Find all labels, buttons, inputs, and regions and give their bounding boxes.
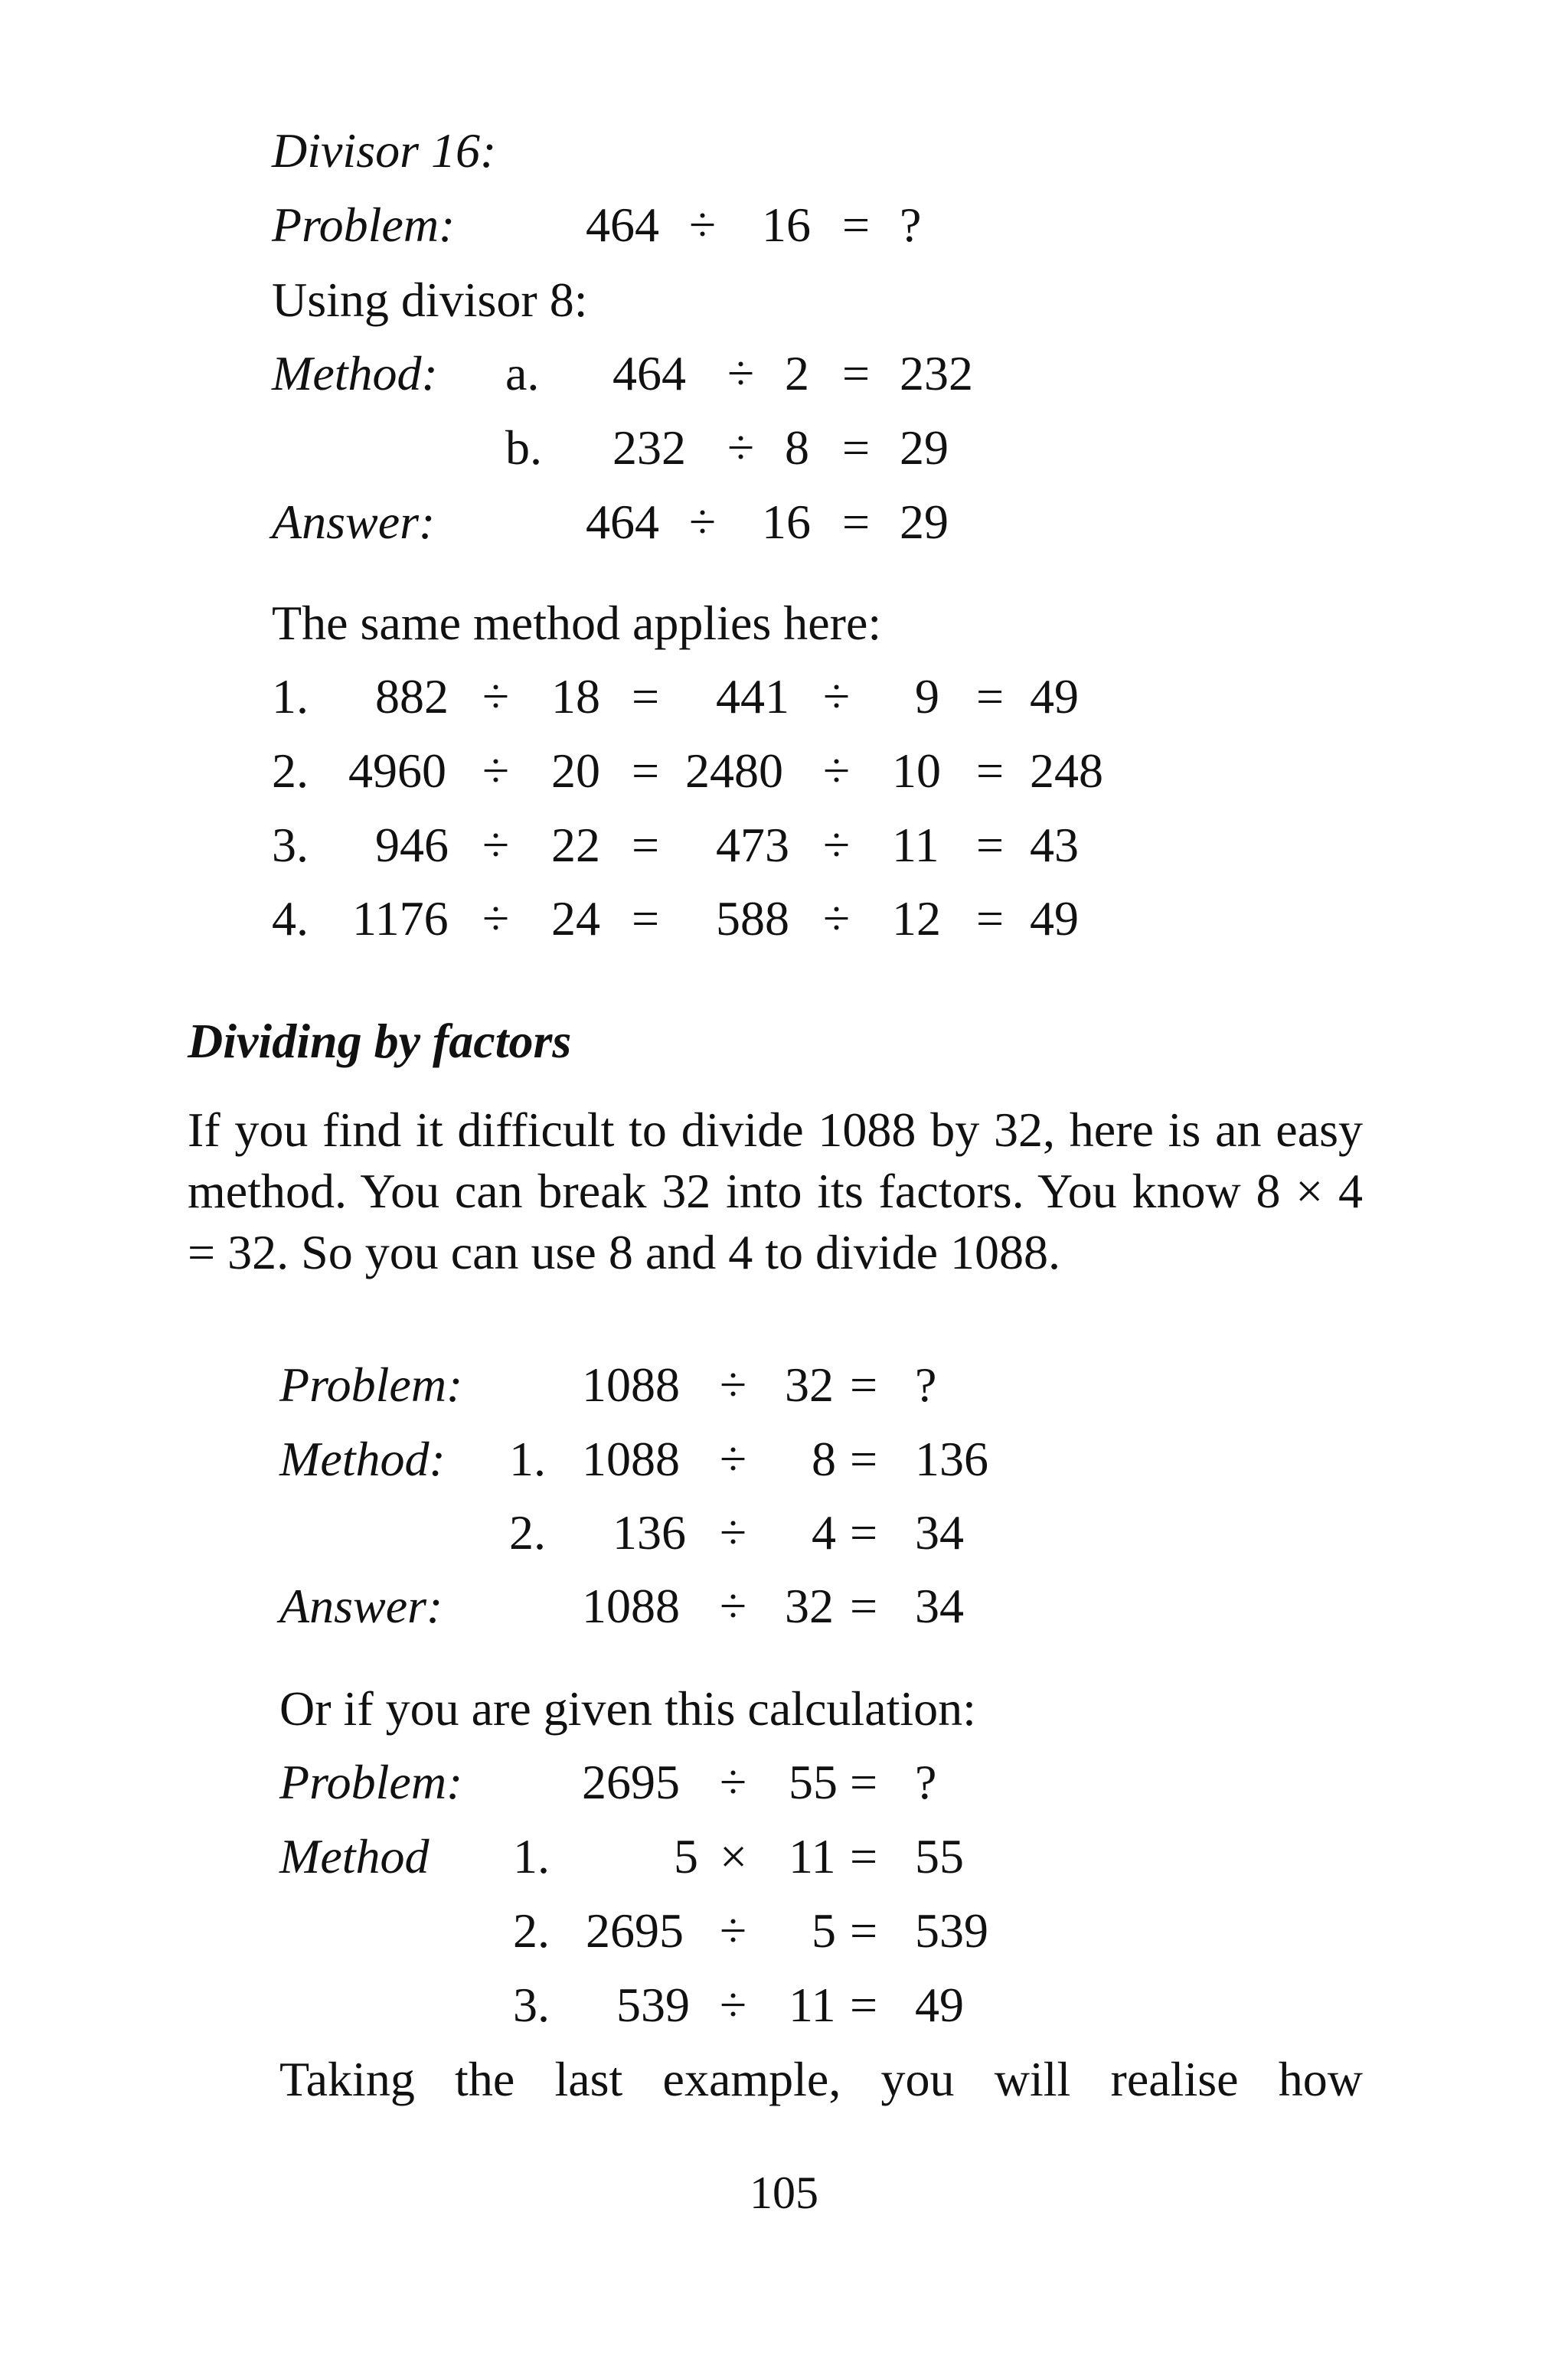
dividend: 4960: [348, 743, 446, 798]
step-mark: a.: [505, 346, 540, 400]
equals-sign: =: [850, 1829, 878, 1883]
divisor-heading: Divisor 16:: [272, 123, 497, 178]
answer-label: Answer:: [272, 495, 436, 549]
equals-sign: =: [976, 743, 1004, 798]
problem-row: [0, 1755, 1568, 1811]
dividend: 882: [375, 669, 449, 724]
equals-sign: =: [850, 1978, 878, 2032]
divide-sign: ÷: [823, 669, 851, 724]
step-mark: 1.: [513, 1829, 550, 1883]
problem-row: [0, 1357, 1568, 1414]
expr-num: 539: [616, 1978, 690, 2032]
half-divisor: 12: [892, 891, 941, 946]
closing-sentence: Taking the last example, you will realise how: [279, 2052, 1363, 2106]
factors-paragraph: [188, 1099, 1363, 1283]
divide-sign: ÷: [727, 420, 755, 475]
expr-num: 16: [762, 495, 811, 549]
divide-sign: ÷: [482, 891, 510, 946]
expr-num: 464: [586, 495, 659, 549]
section-heading: Dividing by factors: [188, 1014, 572, 1068]
problem-row: [0, 198, 1568, 254]
divide-sign: ÷: [823, 891, 851, 946]
expr-result: ?: [900, 198, 922, 252]
method-row: [0, 1505, 1568, 1562]
method-row: [0, 1432, 1568, 1488]
divisor: 24: [551, 891, 600, 946]
answer-label: Answer:: [279, 1579, 443, 1633]
expr-num: 1088: [582, 1357, 680, 1412]
expr-result: 34: [915, 1505, 964, 1560]
calculation-intro: Or if you are given this calculation:: [279, 1681, 976, 1736]
divide-sign: ÷: [482, 669, 510, 724]
expr-result: 539: [915, 1903, 988, 1958]
equals-sign: =: [632, 743, 660, 798]
divide-sign: ÷: [720, 1978, 747, 2032]
row-number: 4.: [272, 891, 309, 946]
expr-num: 11: [789, 1978, 836, 2032]
method-row: [0, 1978, 1568, 2034]
method-row: [0, 346, 1568, 403]
divisor: 20: [551, 743, 600, 798]
expr-num: 2695: [586, 1903, 684, 1958]
expr-num: 8: [812, 1432, 836, 1486]
equals-sign: =: [850, 1357, 878, 1412]
equals-sign: =: [850, 1755, 878, 1809]
expr-num: 1088: [582, 1432, 680, 1486]
equals-sign: =: [850, 1432, 878, 1486]
step-mark: 3.: [513, 1978, 550, 2032]
divide-sign: ÷: [720, 1579, 747, 1633]
expr-num: 32: [785, 1357, 834, 1412]
equals-sign: =: [850, 1903, 878, 1958]
quotient: 49: [1030, 891, 1079, 946]
expr-num: 11: [789, 1829, 836, 1883]
example-row: [0, 669, 1568, 726]
dividend: 946: [375, 818, 449, 872]
using-divisor-line: Using divisor 8:: [272, 273, 588, 327]
equals-sign: =: [842, 346, 871, 400]
equals-sign: =: [842, 420, 871, 475]
half-dividend: 473: [716, 818, 789, 872]
divide-sign: ÷: [689, 495, 717, 549]
step-mark: b.: [505, 420, 542, 475]
method-label: Method: [279, 1829, 430, 1883]
divide-sign: ÷: [720, 1432, 747, 1486]
equals-sign: =: [842, 495, 871, 549]
expr-result: ?: [915, 1755, 937, 1809]
expr-result: 55: [915, 1829, 964, 1883]
expr-result: 29: [900, 495, 949, 549]
step-mark: 2.: [509, 1505, 546, 1560]
row-number: 1.: [272, 669, 309, 724]
half-divisor: 11: [892, 818, 939, 872]
quotient: 43: [1030, 818, 1079, 872]
method-row: [0, 1829, 1568, 1886]
equals-sign: =: [976, 891, 1004, 946]
example-row: [0, 891, 1568, 948]
problem-label: Problem:: [279, 1755, 463, 1809]
expr-result: 136: [915, 1432, 988, 1486]
method-label: Method:: [272, 346, 438, 400]
paragraph-text: If you find it difficult to divide 1088 by 32, here is an easy method. You can break 32 into its factors. You know 8 × 4 = 32. So you can use 8 and 4 to divide 1088.: [188, 1103, 1363, 1279]
multiply-sign: ×: [720, 1829, 748, 1883]
divide-sign: ÷: [720, 1505, 747, 1560]
half-dividend: 2480: [685, 743, 783, 798]
expr-result: 232: [900, 346, 973, 400]
equals-sign: =: [976, 669, 1004, 724]
half-divisor: 9: [915, 669, 939, 724]
expr-result: ?: [915, 1357, 937, 1412]
expr-num: 55: [789, 1755, 838, 1809]
method-row: [0, 420, 1568, 477]
expr-num: 1088: [582, 1579, 680, 1633]
expr-num: 32: [785, 1579, 834, 1633]
step-mark: 1.: [509, 1432, 546, 1486]
expr-result: 34: [915, 1579, 964, 1633]
method-row: [0, 1903, 1568, 1960]
problem-label: Problem:: [272, 198, 456, 252]
expr-num: 136: [612, 1505, 686, 1560]
expr-num: 464: [586, 198, 659, 252]
expr-result: 49: [915, 1978, 964, 2032]
divide-sign: ÷: [482, 743, 510, 798]
divide-sign: ÷: [823, 818, 851, 872]
dividend: 1176: [352, 891, 449, 946]
example-row: [0, 818, 1568, 874]
divide-sign: ÷: [727, 346, 755, 400]
quotient: 248: [1030, 743, 1103, 798]
expr-num: 5: [674, 1829, 698, 1883]
divide-sign: ÷: [720, 1755, 747, 1809]
expr-result: 29: [900, 420, 949, 475]
divide-sign: ÷: [689, 198, 717, 252]
row-number: 2.: [272, 743, 309, 798]
equals-sign: =: [632, 891, 660, 946]
example-row: [0, 743, 1568, 800]
divide-sign: ÷: [823, 743, 851, 798]
equals-sign: =: [632, 818, 660, 872]
expr-num: 5: [812, 1903, 836, 1958]
equals-sign: =: [632, 669, 660, 724]
half-dividend: 588: [716, 891, 789, 946]
answer-row: [0, 1579, 1568, 1635]
page-number: 105: [750, 2168, 818, 2218]
equals-sign: =: [850, 1579, 878, 1633]
same-method-intro: The same method applies here:: [272, 596, 882, 650]
answer-row: [0, 495, 1568, 551]
expr-num: 232: [612, 420, 686, 475]
expr-num: 2695: [582, 1755, 680, 1809]
equals-sign: =: [842, 198, 871, 252]
row-number: 3.: [272, 818, 309, 872]
problem-label: Problem:: [279, 1357, 463, 1412]
expr-num: 16: [762, 198, 811, 252]
divide-sign: ÷: [720, 1903, 747, 1958]
divide-sign: ÷: [720, 1357, 747, 1412]
expr-num: 464: [612, 346, 686, 400]
expr-num: 8: [785, 420, 809, 475]
method-label: Method:: [279, 1432, 446, 1486]
step-mark: 2.: [513, 1903, 550, 1958]
equals-sign: =: [850, 1505, 878, 1560]
expr-num: 2: [785, 346, 809, 400]
divisor: 18: [551, 669, 600, 724]
divide-sign: ÷: [482, 818, 510, 872]
expr-num: 4: [812, 1505, 836, 1560]
half-divisor: 10: [892, 743, 941, 798]
half-dividend: 441: [716, 669, 789, 724]
quotient: 49: [1030, 669, 1079, 724]
equals-sign: =: [976, 818, 1004, 872]
divisor: 22: [551, 818, 600, 872]
